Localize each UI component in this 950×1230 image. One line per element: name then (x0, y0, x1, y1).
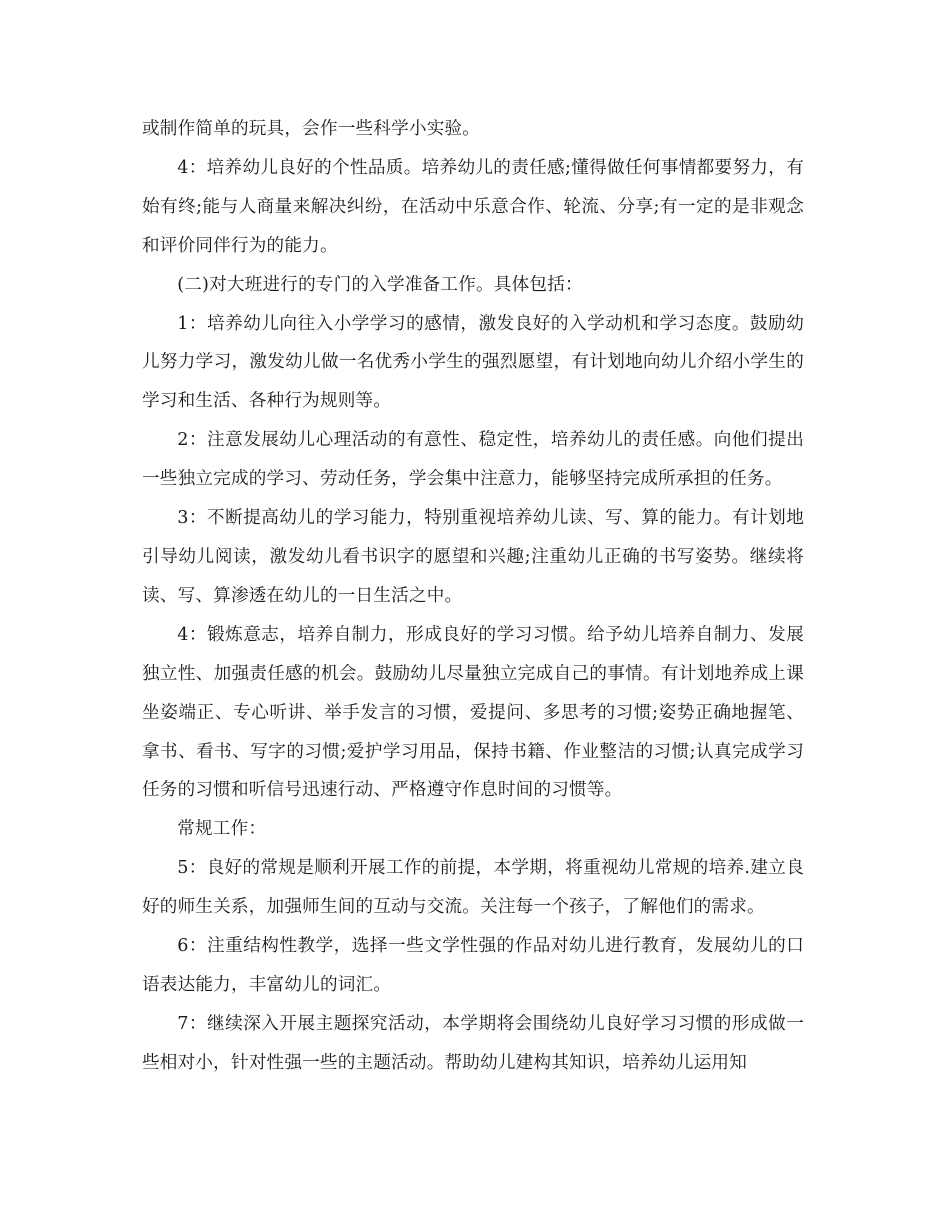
paragraph-item-4-willpower: 4：锻炼意志，培养自制力，形成良好的学习习惯。给予幼儿培养自制力、发展独立性、加强责任感的机会。鼓励幼儿尽量独立完成自己的事情。有计划地养成上课坐姿端正、专心听讲、举手发言的习惯，爱提问、多思考的习惯;姿势正确地握笔、拿书、看书、写字的习惯;爱护学习用品，保持书籍、作业整洁的习惯;认真完成学习任务的习惯和听信号迅速行动、严格遵守作息时间的习惯等。 (142, 624, 804, 801)
document-body (142, 110, 804, 1083)
section-heading-school-prep: (二)对大班进行的专门的入学准备工作。具体包括： (177, 274, 583, 295)
paragraph-item-5: 5：良好的常规是顺利开展工作的前提，本学期，将重视幼儿常规的培养.建立良好的师生关系，加强师生间的互动与交流。关注每一个孩子，了解他们的需求。 (142, 858, 804, 918)
paragraph-item-4-personality: 4：培养幼儿良好的个性品质。培养幼儿的责任感;懂得做任何事情都要努力，有始有终;能与人商量来解决纠纷，在活动中乐意合作、轮流、分享;有一定的是非观念和评价同伴行为的能力。 (142, 157, 804, 256)
section-heading-routine-work: 常规工作： (177, 819, 267, 840)
paragraph-item-7: 7：继续深入开展主题探究活动，本学期将会围绕幼儿良好学习习惯的形成做一些相对小，针对性强一些的主题活动。帮助幼儿建构其知识，培养幼儿运用知 (142, 1013, 804, 1073)
paragraph-continuation: 或制作简单的玩具，会作一些科学小实验。 (142, 119, 481, 139)
paragraph-item-1: 1：培养幼儿向往入小学学习的感情，激发良好的入学动机和学习态度。鼓励幼儿努力学习，激发幼儿做一名优秀小学生的强烈愿望，有计划地向幼儿介绍小学生的学习和生活、各种行为规则等。 (142, 313, 804, 412)
paragraph-item-6: 6：注重结构性教学，选择一些文学性强的作品对幼儿进行教育，发展幼儿的口语表达能力，丰富幼儿的词汇。 (142, 936, 804, 995)
paragraph-item-2: 2：注意发展幼儿心理活动的有意性、稳定性，培养幼儿的责任感。向他们提出一些独立完成的学习、劳动任务，学会集中注意力，能够坚持完成所承担的任务。 (142, 430, 804, 490)
paragraph-item-3: 3：不断提高幼儿的学习能力，特别重视培养幼儿读、写、算的能力。有计划地引导幼儿阅读，激发幼儿看书识字的愿望和兴趣;注重幼儿正确的书写姿势。继续将读、写、算渗透在幼儿的一日生活之中。 (142, 508, 804, 606)
